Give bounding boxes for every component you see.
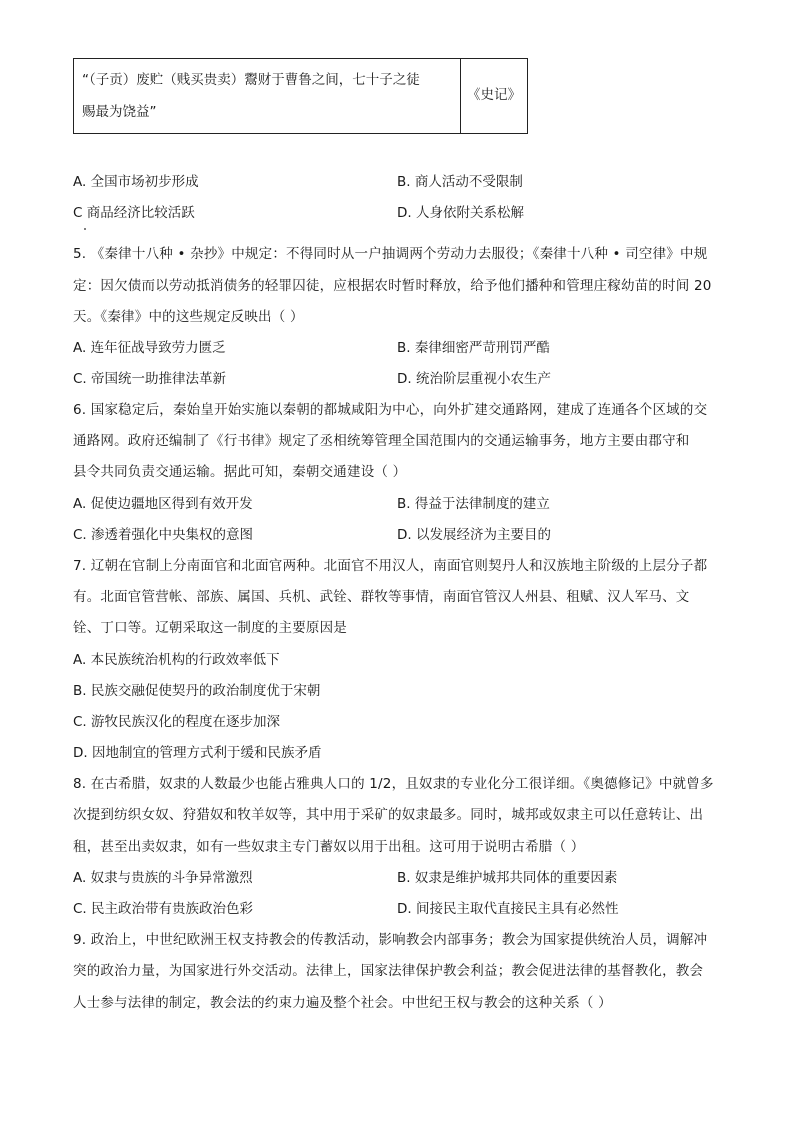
q9-stem-line-3: 人士参与法律的制定，教会法的约束力遍及整个社会。中世纪王权与教会的这种关系（ ）	[73, 995, 612, 1011]
q6-stem-line-1: 6. 国家稳定后，秦始皇开始实施以秦朝的都城咸阳为中心，向外扩建交通路网，建成了连通各个区域的交	[73, 402, 708, 418]
q6-stem-line-3: 县令共同负责交通运输。据此可知，秦朝交通建设（ ）	[73, 464, 407, 480]
q8-stem-line-3: 租，甚至出卖奴隶，如有一些奴隶主专门蓄奴以用于出租。这可用于说明古希腊（ ）	[73, 839, 585, 855]
quote-line-1: “（子贡）废贮（贱买贵卖）鬻财于曹鲁之间，七十子之徒	[82, 72, 420, 88]
q4-option-b: B. 商人活动不受限制	[397, 174, 523, 190]
q8-option-c: C. 民主政治带有贵族政治色彩	[73, 901, 254, 917]
q4-option-c: C 商品经济比较活跃	[73, 205, 195, 221]
q9-stem-line-2: 突的政治力量，为国家进行外交活动。法律上，国家法律保护教会利益；教会促进法律的基督教化，教会	[73, 963, 704, 979]
q5-stem-line-3: 天。《秦律》中的这些规定反映出（ ）	[73, 309, 304, 325]
q7-option-c: C. 游牧民族汉化的程度在逐步加深	[73, 714, 281, 730]
q9-stem-line-1: 9. 政治上，中世纪欧洲王权支持教会的传教活动，影响教会内部事务；教会为国家提供统治人员，调解冲	[73, 932, 708, 948]
q4-option-d: D. 人身依附关系松解	[397, 205, 524, 221]
q6-stem-line-2: 通路网。政府还编制了《行书律》规定了丞相统筹管理全国范围内的交通运输事务，地方主要由郡守和	[73, 433, 690, 449]
q7-option-d: D. 因地制宜的管理方式利于缓和民族矛盾	[73, 745, 322, 761]
q6-option-d: D. 以发展经济为主要目的	[397, 527, 551, 543]
quote-line-2: 赐最为饶益”	[82, 104, 157, 120]
quote-source: 《史记》	[461, 59, 528, 134]
q5-stem-line-2: 定：因欠债而以劳动抵消债务的轻罪囚徒，应根据农时暂时释放，给予他们播种和管理庄稼幼苗的时间 20	[73, 278, 712, 294]
q8-stem-line-2: 次提到纺织女奴、狩猎奴和牧羊奴等，其中用于采矿的奴隶最多。同时，城邦或奴隶主可以任意转让、出	[73, 807, 704, 823]
q7-stem-line-2: 有。北面官管营帐、部族、属国、兵机、武铨、群牧等事情，南面官管汉人州县、租赋、汉人军马、文	[73, 589, 690, 605]
q5-stem-line-1: 5. 《秦律十八种 • 杂抄》中规定：不得同时从一户抽调两个劳动力去服役；《秦律十八种 • 司空律》中规	[73, 246, 708, 262]
q5-option-b: B. 秦律细密严苛刑罚严酷	[397, 340, 550, 356]
q4-option-a: A. 全国市场初步形成	[73, 174, 199, 190]
q7-stem-line-1: 7. 辽朝在官制上分南面官和北面官两种。北面官不用汉人，南面官则契丹人和汉族地主阶级的上层分子都	[73, 558, 708, 574]
q6-option-b: B. 得益于法律制度的建立	[397, 496, 550, 512]
q8-option-a: A. 奴隶与贵族的斗争异常激烈	[73, 870, 253, 886]
q6-option-a: A. 促使边疆地区得到有效开发	[73, 496, 253, 512]
q7-option-a: A. 本民族统治机构的行政效率低下	[73, 652, 280, 668]
q8-stem-line-1: 8. 在古希腊，奴隶的人数最少也能占雅典人口的 1/2，且奴隶的专业化分工很详细。《奥德修记》中就曾多	[73, 776, 714, 792]
quote-table	[73, 58, 528, 134]
q5-option-a: A. 连年征战导致劳力匮乏	[73, 340, 226, 356]
q8-option-d: D. 间接民主取代直接民主具有必然性	[397, 901, 619, 917]
q6-option-c: C. 渗透着强化中央集权的意图	[73, 527, 254, 543]
speck-mark	[84, 228, 86, 230]
q7-stem-line-3: 铨、丁口等。辽朝采取这一制度的主要原因是	[73, 620, 347, 636]
q7-option-b: B. 民族交融促使契丹的政治制度优于宋朝	[73, 683, 321, 699]
q8-option-b: B. 奴隶是维护城邦共同体的重要因素	[397, 870, 618, 886]
q5-option-d: D. 统治阶层重视小农生产	[397, 371, 551, 387]
q5-option-c: C. 帝国统一助推律法革新	[73, 371, 227, 387]
quote-cell	[74, 59, 461, 134]
